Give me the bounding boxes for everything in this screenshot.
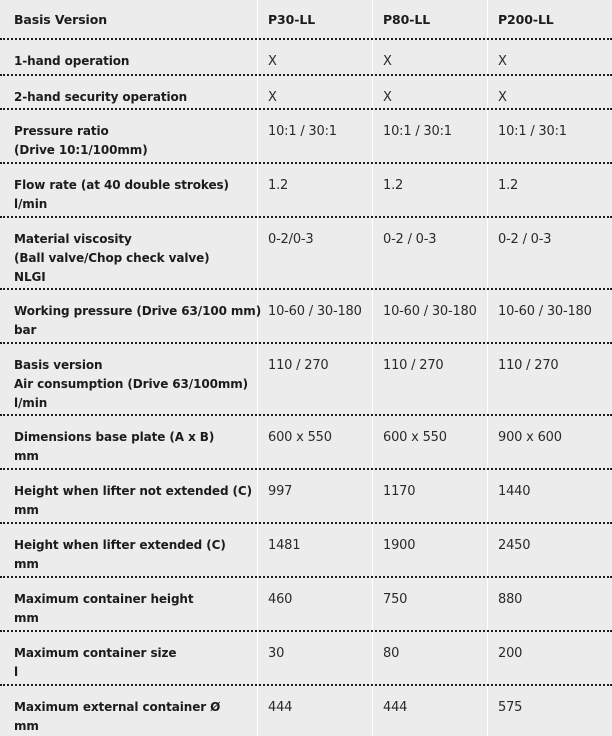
value-cell <box>258 290 373 342</box>
cell-value: 30 <box>268 646 285 661</box>
row-label-unit: mm <box>14 611 39 625</box>
row-label-unit: mm <box>14 449 39 463</box>
cell-value: 1481 <box>268 538 301 553</box>
row-label-cell <box>0 40 258 74</box>
value-cell <box>488 290 612 342</box>
row-label: Maximum external container Ø <box>14 700 221 714</box>
value-cell <box>488 344 612 414</box>
value-cell <box>373 578 488 630</box>
row-label: Working pressure (Drive 63/100 mm) <box>14 304 262 318</box>
value-cell <box>488 218 612 288</box>
row-label-cell <box>0 110 258 162</box>
column-header-p80: P80-LL <box>383 12 431 27</box>
cell-value: X <box>498 54 507 69</box>
row-label-sub: (Drive 10:1/100mm) <box>14 143 148 157</box>
cell-value: 1170 <box>383 484 416 499</box>
value-cell <box>258 218 373 288</box>
row-label: Dimensions base plate (A x B) <box>14 430 215 444</box>
table-row <box>0 578 612 632</box>
table-header-row <box>0 0 612 40</box>
row-label-cell <box>0 290 262 342</box>
value-cell <box>258 686 373 736</box>
cell-value: 444 <box>383 700 408 715</box>
row-label: 2-hand security operation <box>14 90 188 104</box>
cell-value: 10-60 / 30-180 <box>268 304 362 319</box>
row-label-cell <box>0 164 258 216</box>
value-cell <box>258 524 373 576</box>
row-label-cell <box>0 632 258 684</box>
cell-value: 80 <box>383 646 400 661</box>
table-row <box>0 524 612 578</box>
cell-value: 10-60 / 30-180 <box>498 304 592 319</box>
table-row <box>0 290 612 344</box>
cell-value: 444 <box>268 700 293 715</box>
row-label: Maximum container height <box>14 592 194 606</box>
row-label-sub: Air consumption (Drive 63/100mm) <box>14 377 249 391</box>
cell-value: 0-2 / 0-3 <box>498 232 552 247</box>
cell-value: 110 / 270 <box>383 358 444 373</box>
table-row <box>0 164 612 218</box>
value-cell <box>373 686 488 736</box>
row-label: Basis version <box>14 358 103 372</box>
table-row <box>0 686 612 736</box>
cell-value: 600 x 550 <box>383 430 447 445</box>
table-row <box>0 416 612 470</box>
row-label: 1-hand operation <box>14 54 130 68</box>
cell-value: 1900 <box>383 538 416 553</box>
row-label-cell <box>0 686 258 736</box>
row-label-unit: NLGI <box>14 270 46 284</box>
column-header-p200: P200-LL <box>498 12 554 27</box>
value-cell <box>373 416 488 468</box>
cell-value: 10:1 / 30:1 <box>498 124 567 139</box>
cell-value: 200 <box>498 646 523 661</box>
cell-value: 10:1 / 30:1 <box>383 124 452 139</box>
cell-value: X <box>268 54 277 69</box>
cell-value: 880 <box>498 592 523 607</box>
cell-value: 460 <box>268 592 293 607</box>
row-label-sub: (Ball valve/Chop check valve) <box>14 251 210 265</box>
cell-value: 110 / 270 <box>268 358 329 373</box>
row-label: Pressure ratio <box>14 124 109 138</box>
table-row <box>0 218 612 290</box>
header-cell <box>373 0 488 38</box>
cell-value: 2450 <box>498 538 531 553</box>
value-cell <box>488 76 612 108</box>
value-cell <box>373 218 488 288</box>
value-cell <box>373 470 488 522</box>
row-label-cell <box>0 344 258 414</box>
value-cell <box>258 164 373 216</box>
cell-value: 10:1 / 30:1 <box>268 124 337 139</box>
row-label-unit: mm <box>14 557 39 571</box>
value-cell <box>488 632 612 684</box>
cell-value: 0-2/0-3 <box>268 232 314 247</box>
table-row <box>0 632 612 686</box>
cell-value: 1.2 <box>498 178 519 193</box>
cell-value: X <box>383 90 392 105</box>
table-row <box>0 344 612 416</box>
row-label: Flow rate (at 40 double strokes) <box>14 178 229 192</box>
value-cell <box>373 110 488 162</box>
value-cell <box>488 40 612 74</box>
row-label: Material viscosity <box>14 232 132 246</box>
cell-value: X <box>498 90 507 105</box>
cell-value: 900 x 600 <box>498 430 562 445</box>
cell-value: 1.2 <box>268 178 289 193</box>
value-cell <box>373 76 488 108</box>
header-label-cell <box>0 0 258 38</box>
cell-value: 750 <box>383 592 408 607</box>
table-row <box>0 470 612 524</box>
cell-value: 0-2 / 0-3 <box>383 232 437 247</box>
cell-value: 600 x 550 <box>268 430 332 445</box>
row-label-unit: mm <box>14 719 39 733</box>
value-cell <box>488 416 612 468</box>
table-row <box>0 76 612 110</box>
value-cell <box>258 76 373 108</box>
header-cell <box>488 0 612 38</box>
row-label-cell <box>0 218 258 288</box>
row-label-cell <box>0 470 258 522</box>
value-cell <box>488 686 612 736</box>
row-label-unit: mm <box>14 503 39 517</box>
cell-value: 1.2 <box>383 178 404 193</box>
value-cell <box>373 40 488 74</box>
value-cell <box>373 290 488 342</box>
row-label-cell <box>0 524 258 576</box>
column-header-p30: P30-LL <box>268 12 316 27</box>
cell-value: 1440 <box>498 484 531 499</box>
value-cell <box>373 632 488 684</box>
row-label: Maximum container size <box>14 646 177 660</box>
row-label-unit: l/min <box>14 396 48 410</box>
row-label-cell <box>0 578 258 630</box>
value-cell <box>258 578 373 630</box>
row-label-cell <box>0 416 258 468</box>
value-cell <box>258 470 373 522</box>
value-cell <box>373 344 488 414</box>
cell-value: X <box>383 54 392 69</box>
value-cell <box>488 524 612 576</box>
value-cell <box>488 110 612 162</box>
value-cell <box>488 578 612 630</box>
row-label-unit: l <box>14 665 19 679</box>
value-cell <box>258 110 373 162</box>
cell-value: 997 <box>268 484 293 499</box>
value-cell <box>258 632 373 684</box>
cell-value: 10-60 / 30-180 <box>383 304 477 319</box>
cell-value: X <box>268 90 277 105</box>
value-cell <box>373 164 488 216</box>
value-cell <box>258 40 373 74</box>
table-row <box>0 110 612 164</box>
header-cell <box>258 0 373 38</box>
value-cell <box>258 344 373 414</box>
header-label: Basis Version <box>14 12 108 27</box>
value-cell <box>373 524 488 576</box>
value-cell <box>488 164 612 216</box>
row-label-cell <box>0 76 258 108</box>
row-label-unit: bar <box>14 323 37 337</box>
row-label: Height when lifter not extended (C) <box>14 484 253 498</box>
cell-value: 110 / 270 <box>498 358 559 373</box>
value-cell <box>488 470 612 522</box>
table-row <box>0 40 612 76</box>
row-label: Height when lifter extended (C) <box>14 538 226 552</box>
cell-value: 575 <box>498 700 523 715</box>
value-cell <box>258 416 373 468</box>
row-label-unit: l/min <box>14 197 48 211</box>
